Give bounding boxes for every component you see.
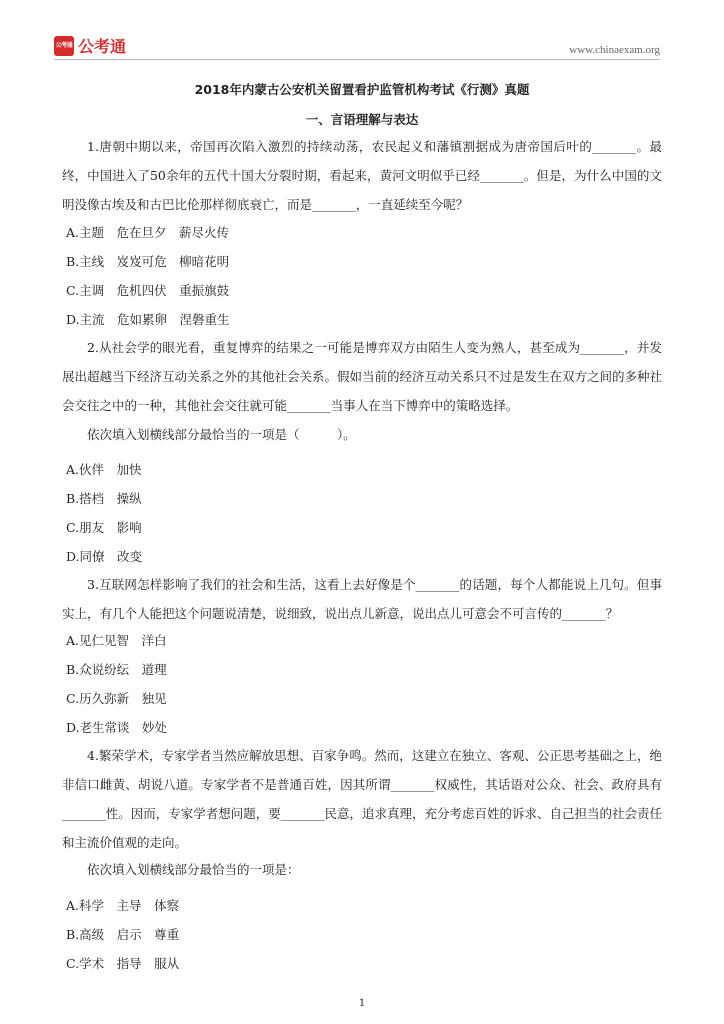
question-1-option-a: A.主题 危在旦夕 薪尽火传	[66, 225, 230, 240]
question-2-option-d: D.同僚 改变	[66, 549, 143, 564]
question-4-option-b: B.高级 启示 尊重	[66, 927, 180, 942]
question-1-text: 1.唐朝中期以来，帝国再次陷入激烈的持续动荡，农民起义和藩镇割据成为唐帝国后叶的_______。最终，中国进入了50余年的五代十国大分裂时期，看起来，黄河文明似乎已经_______。但是，为什么中国的文明没像古埃及和古巴比伦那样彻底衰亡，而是_______，一直延续至今呢？	[62, 139, 662, 212]
question-3-text: 3.互联网怎样影响了我们的社会和生活，这看上去好像是个_______的话题，每个人都能说上几句。但事实上，有几个人能把这个问题说清楚，说细致，说出点儿新意，说出点儿可意会不可言传的_______？	[62, 577, 662, 621]
question-4-option-c: C.学术 指导 服从	[66, 956, 180, 971]
section-heading: 一、言语理解与表达	[305, 112, 419, 127]
site-url: www.chinaexam.org	[569, 44, 660, 56]
question-2-text: 2.从社会学的眼光看，重复博弈的结果之一可能是博弈双方由陌生人变为熟人，甚至成为_______，并发展出超越当下经济互动关系之外的其他社会关系。假如当前的经济互动关系只不过是发生在双方之间的多种社会交往之中的一种，其他社会交往就可能_______当事人在当下博弈中的策略选择。	[62, 340, 663, 413]
question-1-option-d: D.主流 危如累卵 涅磐重生	[66, 312, 230, 327]
logo-badge-icon: 公考通	[54, 36, 74, 56]
page-number: 1	[358, 998, 366, 1009]
question-3-option-a: A.见仁见智 洋白	[66, 633, 167, 648]
header-divider	[54, 59, 660, 60]
question-4-text: 4.繁荣学术，专家学者当然应解放思想、百家争鸣。然而，这建立在独立、客观、公正思考基础之上，绝非信口雌黄、胡说八道。专家学者不是普通百姓，因其所谓_______权威性，其话语对公众、社会、政府具有_______性。因而，专家学者想问题，要_______民意，追求真理，充分考虑百姓的诉求、自己担当的社会责任和主流价值观的走向。	[62, 748, 663, 850]
question-3-option-d: D.老生常谈 妙处	[66, 720, 168, 735]
question-3-option-c: C.历久弥新 独见	[66, 691, 167, 706]
question-2-option-b: B.搭档 操纵	[66, 491, 142, 506]
document-title: 2018年内蒙古公安机关留置看护监管机构考试《行测》真题	[194, 82, 530, 97]
logo-text: 公考通	[78, 37, 127, 56]
question-2-option-c: C.朋友 影响	[66, 520, 142, 535]
question-4-option-a: A.科学 主导 体察	[66, 898, 180, 913]
logo	[54, 34, 126, 57]
question-1-option-c: C.主调 危机四伏 重振旗鼓	[66, 283, 230, 298]
page-header	[0, 0, 724, 60]
question-3-option-b: B.众说纷纭 道理	[66, 662, 167, 677]
question-1-option-b: B.主线 岌岌可危 柳暗花明	[66, 254, 230, 269]
question-4-prompt: 依次填入划横线部分最恰当的一项是：	[87, 862, 300, 877]
question-2-prompt: 依次填入划横线部分最恰当的一项是（ ）。	[87, 427, 356, 442]
question-2-option-a: A.伙伴 加快	[66, 462, 142, 477]
